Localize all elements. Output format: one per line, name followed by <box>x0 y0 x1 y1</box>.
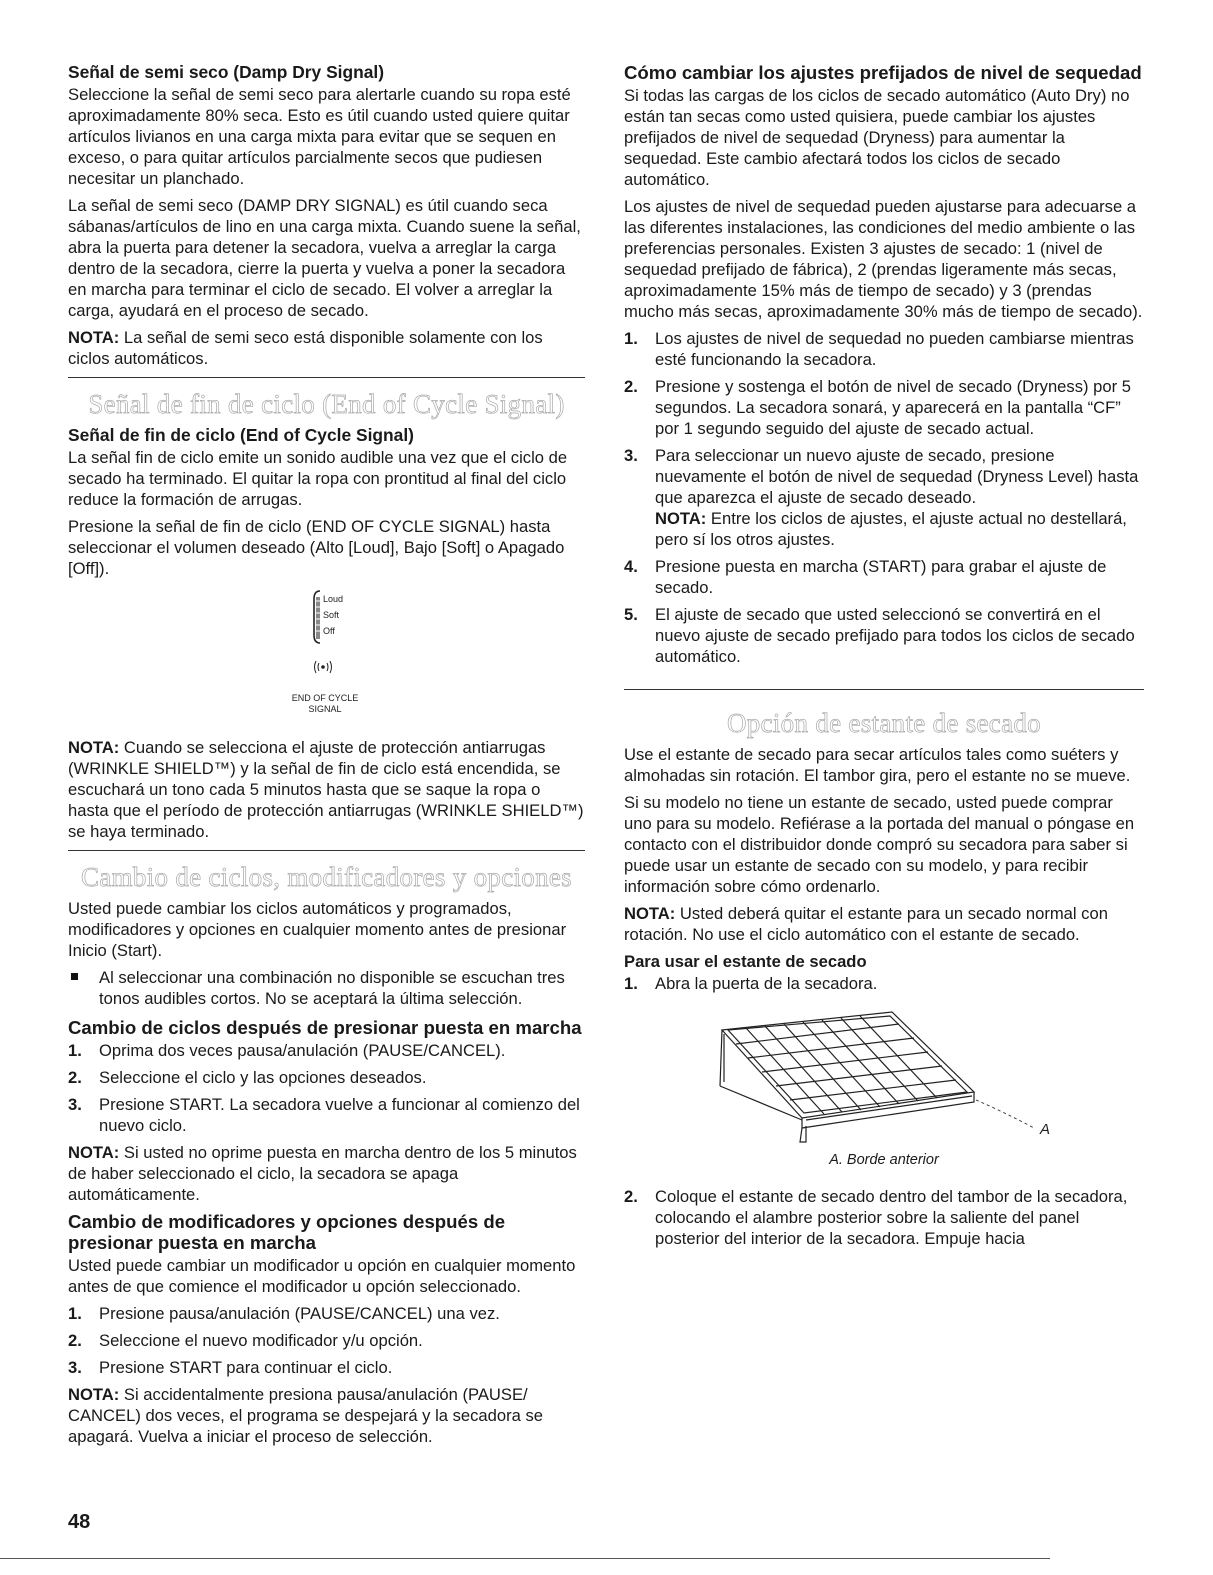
change-modifiers-steps <box>68 1303 585 1378</box>
step-note <box>655 508 1144 550</box>
dryness-heading: Cómo cambiar los ajustes prefijados de nivel de sequedad <box>624 62 1142 83</box>
rack-figure-caption: A. Borde anterior <box>829 1151 939 1168</box>
list-item <box>624 973 1144 994</box>
step-number: 3. <box>68 1094 82 1114</box>
level-label-soft: Soft <box>323 610 340 620</box>
list-item <box>68 1303 585 1324</box>
change-bullet-list <box>68 967 585 1009</box>
rack-paragraph-2: Si su modelo no tiene un estante de secado, usted puede comprar uno para su modelo. Refiérase a la portada del manual o póngase en contacto con el distribuidor donde compró su secadora para saber si puede usar un estante de secado con su modelo, y para recibir información sobre cómo ordenarlo. <box>624 792 1135 896</box>
note-label: NOTA: <box>624 903 676 923</box>
signal-caption-line-2: SIGNAL <box>308 704 342 714</box>
list-item <box>624 556 1144 598</box>
footer-rule <box>0 1558 1050 1559</box>
end-of-cycle-paragraph-2: Presione la señal de fin de ciclo (END OF CYCLE SIGNAL) hasta seleccionar el volumen deseado (Alto [Loud], Bajo [Soft] o Apagado [Off]). <box>68 517 565 578</box>
note-text: Si usted no oprime puesta en marcha dentro de los 5 minutos de haber seleccionado el ciclo, la secadora se apaga automáticamente. <box>68 1142 577 1204</box>
level-label-off: Off <box>323 626 335 636</box>
end-of-cycle-paragraph-1: La señal fin de ciclo emite un sonido audible una vez que el ciclo de secado ha terminado. El quitar la ropa con prontitud al final del ciclo reduce la formación de arrugas. <box>68 448 568 509</box>
signal-caption-line-1: END OF CYCLE <box>291 693 359 703</box>
step-text: Seleccione el ciclo y las opciones deseados. <box>99 1067 427 1087</box>
step-number: 1. <box>624 973 638 993</box>
step-text: Oprima dos veces pausa/anulación (PAUSE/CANCEL). <box>99 1040 506 1060</box>
list-item <box>624 445 1144 550</box>
damp-dry-note <box>68 327 585 369</box>
list-item <box>68 1094 585 1136</box>
note-label: NOTA: <box>68 1142 120 1162</box>
step-number: 1. <box>68 1303 82 1323</box>
page-number: 48 <box>68 1511 91 1533</box>
step-number: 3. <box>68 1357 82 1377</box>
step-text: Presione START. La secadora vuelve a funcionar al comienzo del nuevo ciclo. <box>99 1094 580 1135</box>
change-cycles-note <box>68 1142 585 1205</box>
signal-control-illustration <box>68 585 585 727</box>
drying-rack-figure <box>624 1000 1144 1150</box>
rack-paragraph-1: Use el estante de secado para secar artículos tales como suéters y almohadas sin rotación. El tambor gira, pero el estante no se mueve. <box>624 744 1131 785</box>
list-item <box>624 328 1144 370</box>
step-number: 5. <box>624 604 638 624</box>
step-number: 2. <box>624 376 638 396</box>
list-item <box>624 1186 1144 1249</box>
list-item: Al seleccionar una combinación no disponible se escuchan tres tonos audibles cortos. No se aceptará la última selección. <box>68 967 585 1009</box>
section-title-end-of-cycle: Señal de fin de ciclo (End of Cycle Signal) <box>88 389 565 419</box>
section-title-drying-rack: Opción de estante de secado <box>727 707 1041 738</box>
end-of-cycle-heading: Señal de fin de ciclo (End of Cycle Signal) <box>68 425 414 445</box>
sound-wave-icon <box>315 661 332 673</box>
step-number: 1. <box>624 328 638 348</box>
note-label: NOTA: <box>68 328 120 347</box>
note-text: La señal de semi seco está disponible solamente con los ciclos automáticos. <box>68 328 543 368</box>
dryness-paragraph-1: Si todas las cargas de los ciclos de secado automático (Auto Dry) no están tan secas como usted quisiera, puede cambiar los ajustes prefijados de nivel de sequedad (Dryness) para aumentar la sequedad. Este cambio afectará todos los ciclos de secado automático. <box>624 85 1130 189</box>
change-intro-paragraph: Usted puede cambiar los ciclos automáticos y programados, modificadores y opciones en cualquier momento antes de presionar Inicio (Start). <box>68 899 567 960</box>
note-text: Entre los ciclos de ajustes, el ajuste actual no destellará, pero sí los otros ajustes. <box>655 508 1127 549</box>
section-divider <box>68 377 585 378</box>
section-divider <box>68 850 585 851</box>
damp-dry-paragraph-1: Seleccione la señal de semi seco para alertarle cuando su ropa esté aproximadamente 80% seca. Esto es útil cuando usted quiere quitar artículos livianos en una carga mixta para evitar que se sequen en exceso, o para quitar artículos parcialmente secos que pudiesen necesitar un planchado. <box>68 85 571 188</box>
change-cycles-heading: Cambio de ciclos después de presionar puesta en marcha <box>68 1017 582 1038</box>
damp-dry-heading: Señal de semi seco (Damp Dry Signal) <box>68 62 385 82</box>
left-column <box>68 62 585 1453</box>
step-text: Presione y sostenga el botón de nivel de secado (Dryness) por 5 segundos. La secadora sonará, y aparecerá en la pantalla “CF” por 1 segundo seguido del ajuste de secado actual. <box>655 376 1131 438</box>
step-number: 4. <box>624 556 638 576</box>
list-item <box>68 1357 585 1378</box>
level-label-loud: Loud <box>323 594 344 604</box>
step-text: Presione puesta en marcha (START) para grabar el ajuste de secado. <box>655 556 1107 597</box>
section-divider <box>624 689 1144 690</box>
change-modifiers-paragraph: Usted puede cambiar un modificador u opción en cualquier momento antes de que comience el modificador u opción seleccionado. <box>68 1255 576 1296</box>
dryness-paragraph-2: Los ajustes de nivel de sequedad pueden ajustarse para adecuarse a las diferentes instalaciones, las condiciones del medio ambiente o las preferencias personales. Existen 3 ajustes de secado: 1 (nivel de sequedad prefijado de fábrica), 2 (prendas ligeramente más secas, aproximadamente 15% más de tiempo de secado) y 3 (prendas mucho más secas, aproximadamente 30% más de tiempo de secado). <box>624 196 1143 321</box>
note-label: NOTA: <box>68 1384 120 1404</box>
step-number: 2. <box>68 1330 82 1350</box>
step-text: Presione pausa/anulación (PAUSE/CANCEL) una vez. <box>99 1303 500 1323</box>
change-cycles-steps <box>68 1040 585 1136</box>
section-title-change-cycles: Cambio de ciclos, modificadores y opciones <box>81 862 572 892</box>
rack-use-heading: Para usar el estante de secado <box>624 951 867 971</box>
list-item <box>68 1040 585 1061</box>
note-text: Usted deberá quitar el estante para un secado normal con rotación. No use el ciclo automático con el estante de secado. <box>624 903 1108 944</box>
step-number: 1. <box>68 1040 82 1060</box>
change-modifiers-note <box>68 1384 585 1447</box>
level-indicator-bar <box>314 591 320 643</box>
damp-dry-paragraph-2: La señal de semi seco (DAMP DRY SIGNAL) es útil cuando seca sábanas/artículos de lino en una carga mixta. Cuando suene la señal, abra la puerta para detener la secadora, vuelva a arreglar la carga dentro de la secadora, cierre la puerta y vuelva a poner la secadora en marcha para terminar el ciclo de secado. El volver a arreglar la carga, ayudará en el proceso de secado. <box>68 196 581 320</box>
rack-steps-1 <box>624 973 1144 994</box>
change-modifiers-heading: Cambio de modificadores y opciones después de presionar puesta en marcha <box>68 1210 506 1253</box>
note-label: NOTA: <box>655 508 707 528</box>
step-text: Presione START para continuar el ciclo. <box>99 1357 393 1377</box>
list-item <box>624 376 1144 439</box>
drying-rack-illustration <box>624 1000 1144 1150</box>
step-text: Abra la puerta de la secadora. <box>655 973 878 993</box>
note-text: Si accidentalmente presiona pausa/anulación (PAUSE/ CANCEL) dos veces, el programa se despejará y la secadora se apagará. Vuelva a iniciar el proceso de selección. <box>68 1384 543 1446</box>
callout-label-a: A <box>1040 1120 1051 1138</box>
step-number: 2. <box>624 1186 638 1206</box>
end-of-cycle-note <box>68 737 585 842</box>
note-label: NOTA: <box>68 738 120 757</box>
list-item <box>68 1330 585 1351</box>
step-number: 3. <box>624 445 638 465</box>
step-text: Coloque el estante de secado dentro del tambor de la secadora, colocando el alambre posterior sobre la saliente del panel posterior del interior de la secadora. Empuje hacia <box>655 1186 1128 1248</box>
step-text: Seleccione el nuevo modificador y/u opción. <box>99 1330 423 1350</box>
list-item <box>68 1067 585 1088</box>
end-of-cycle-signal-figure <box>68 585 585 727</box>
note-text: Cuando se selecciona el ajuste de protección antiarrugas (WRINKLE SHIELD™) y la señal de fin de ciclo está encendida, se escuchará un tono cada 5 minutos hasta que se saque la ropa o hasta que el período de protección antiarrugas (WRINKLE SHIELD™) se haya terminado. <box>68 738 584 841</box>
rack-note <box>624 903 1144 945</box>
step-text: Los ajustes de nivel de sequedad no pueden cambiarse mientras esté funcionando la secadora. <box>655 328 1134 369</box>
step-text: El ajuste de secado que usted seleccionó se convertirá en el nuevo ajuste de secado prefijado para todos los ciclos de secado automático. <box>655 604 1135 666</box>
rack-steps-2 <box>624 1186 1144 1249</box>
right-column <box>624 62 1144 1255</box>
step-number: 2. <box>68 1067 82 1087</box>
step-text: Para seleccionar un nuevo ajuste de secado, presione nuevamente el botón de nivel de sequedad (Dryness Level) hasta que aparezca el ajuste de secado deseado. <box>655 445 1139 507</box>
list-item <box>624 604 1144 667</box>
callout-leader-line <box>976 1100 1034 1128</box>
dryness-steps <box>624 328 1144 667</box>
